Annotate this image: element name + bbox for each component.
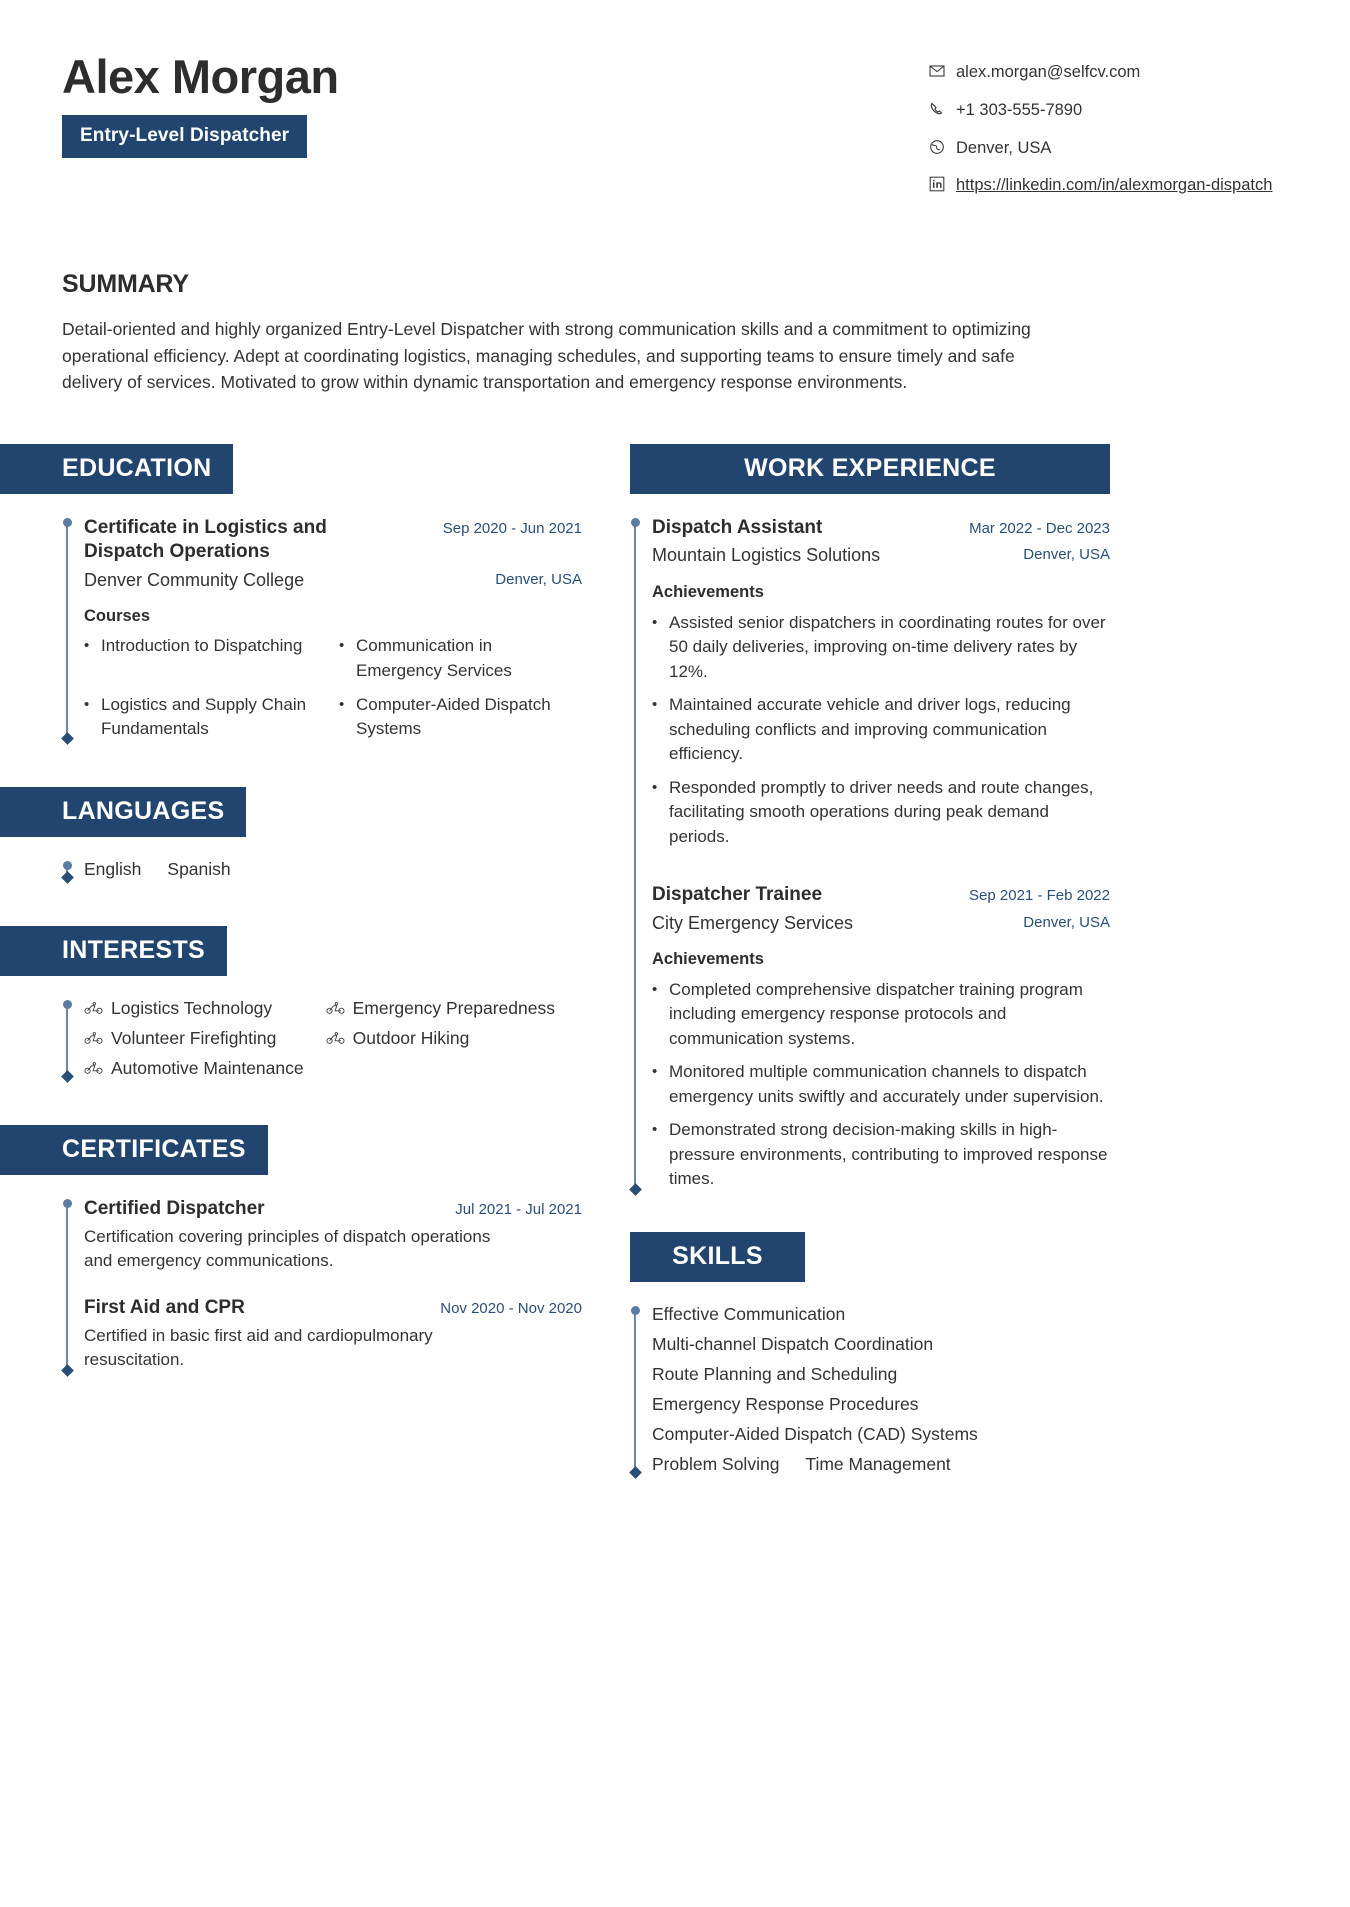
course-item bbox=[84, 693, 327, 741]
work-experience-section bbox=[630, 444, 1110, 1192]
envelope-icon bbox=[928, 62, 946, 80]
spacer bbox=[62, 741, 582, 787]
skill-item: Multi-channel Dispatch Coordination bbox=[652, 1333, 934, 1354]
education-school: Denver Community College bbox=[84, 570, 305, 591]
skill-item: Problem Solving bbox=[652, 1453, 780, 1474]
summary-heading: SUMMARY bbox=[62, 270, 189, 298]
right-column bbox=[630, 444, 1110, 1475]
bullet-dot-icon: • bbox=[652, 980, 658, 998]
work-heading: WORK EXPERIENCE bbox=[630, 444, 1110, 494]
course-item bbox=[339, 693, 582, 741]
certificate-description: Certified in basic first aid and cardiopulmonary resuscitation. bbox=[84, 1325, 433, 1370]
work-achievements-label: Achievements bbox=[652, 582, 764, 601]
candidate-role-badge: Entry-Level Dispatcher bbox=[62, 115, 307, 158]
achievement-item bbox=[652, 776, 1110, 849]
skills-section bbox=[630, 1232, 1110, 1475]
course-label: Logistics and Supply Chain Fundamentals bbox=[101, 694, 307, 738]
course-item bbox=[84, 634, 327, 682]
interests-list bbox=[84, 998, 582, 1079]
bicycle-icon bbox=[84, 1031, 103, 1045]
certificate-title: First Aid and CPR bbox=[84, 1296, 245, 1318]
work-job-title: Dispatch Assistant bbox=[652, 516, 823, 538]
bullet-dot-icon: • bbox=[652, 778, 658, 796]
bicycle-icon bbox=[84, 1061, 103, 1075]
summary-paragraph: Detail-oriented and highly organized Entry-Level Dispatcher with strong communication skills and a commitment to optimizing operational efficiency. Adept at coordinating logistics, managing schedules, and supporting teams to ensure timely and safe delivery of services. Motivated to grow within dynamic transportation and emergency response environments. bbox=[62, 319, 1031, 393]
education-section bbox=[62, 444, 582, 741]
work-achievements-list bbox=[652, 978, 1110, 1192]
education-timeline bbox=[62, 516, 582, 741]
languages-list bbox=[84, 859, 582, 880]
contact-email bbox=[928, 60, 1288, 85]
bullet-dot-icon: • bbox=[84, 637, 90, 655]
certificate-entry bbox=[84, 1296, 582, 1373]
interests-heading: INTERESTS bbox=[0, 926, 227, 976]
contact-list bbox=[928, 48, 1288, 198]
spacer bbox=[62, 1079, 582, 1125]
course-label: Communication in Emergency Services bbox=[356, 636, 512, 680]
achievement-item bbox=[652, 1118, 1110, 1191]
candidate-name: Alex Morgan bbox=[62, 50, 339, 103]
interest-item bbox=[326, 1028, 555, 1049]
bullet-dot-icon: • bbox=[339, 637, 345, 655]
bicycle-icon bbox=[326, 1001, 345, 1015]
achievement-item bbox=[652, 1060, 1110, 1109]
work-entry-top bbox=[652, 516, 1110, 541]
globe-icon bbox=[928, 138, 946, 156]
language-item: Spanish bbox=[167, 858, 231, 879]
linkedin-icon bbox=[928, 175, 946, 193]
left-column bbox=[62, 444, 582, 1373]
contact-phone-text: +1 303-555-7890 bbox=[956, 100, 1083, 119]
skill-item: Emergency Response Procedures bbox=[652, 1393, 919, 1414]
work-sub-row bbox=[652, 908, 1110, 935]
languages-timeline bbox=[62, 859, 582, 880]
interest-item bbox=[84, 1028, 304, 1049]
contact-location-text: Denver, USA bbox=[956, 138, 1052, 157]
interest-item bbox=[84, 1058, 304, 1079]
work-date: Mar 2022 - Dec 2023 bbox=[969, 519, 1110, 537]
certificates-timeline bbox=[62, 1197, 582, 1373]
education-degree: Certificate in Logistics and Dispatch Operations bbox=[84, 516, 327, 563]
work-date: Sep 2021 - Feb 2022 bbox=[969, 886, 1110, 904]
work-sub-row bbox=[652, 540, 1110, 567]
work-location: Denver, USA bbox=[1023, 546, 1110, 564]
achievement-text: Responded promptly to driver needs and route changes, facilitating smooth operations during peak demand periods. bbox=[669, 777, 1094, 846]
education-courses-label: Courses bbox=[84, 607, 151, 626]
achievement-item bbox=[652, 978, 1110, 1051]
certificate-date: Nov 2020 - Nov 2020 bbox=[440, 1299, 582, 1317]
certificate-entry-top bbox=[84, 1296, 582, 1321]
skill-item: Route Planning and Scheduling bbox=[652, 1363, 898, 1384]
certificate-description: Certification covering principles of dispatch operations and emergency communications. bbox=[84, 1226, 491, 1271]
certificate-entry bbox=[84, 1197, 582, 1274]
skill-item: Effective Communication bbox=[652, 1303, 846, 1324]
work-job-title: Dispatcher Trainee bbox=[652, 883, 823, 905]
skills-heading: SKILLS bbox=[630, 1232, 805, 1282]
certificates-heading-wrap bbox=[0, 1125, 582, 1175]
education-location: Denver, USA bbox=[495, 571, 582, 589]
interests-timeline bbox=[62, 998, 582, 1079]
certificate-entry-top bbox=[84, 1197, 582, 1222]
timeline-end-marker bbox=[629, 1466, 642, 1479]
languages-section bbox=[62, 787, 582, 880]
certificates-section bbox=[62, 1125, 582, 1373]
bullet-dot-icon: • bbox=[652, 613, 658, 631]
contact-linkedin-text[interactable]: https://linkedin.com/in/alexmorgan-dispatch bbox=[956, 176, 1273, 195]
achievement-text: Assisted senior dispatchers in coordinating routes for over 50 daily deliveries, improving on-time delivery rates by 12%. bbox=[669, 612, 1106, 681]
skill-row bbox=[652, 1454, 1110, 1475]
bullet-dot-icon: • bbox=[339, 695, 345, 713]
achievement-text: Monitored multiple communication channels to dispatch emergency units swiftly and accurately under supervision. bbox=[669, 1062, 1104, 1106]
interest-label: Logistics Technology bbox=[111, 997, 273, 1018]
timeline-end-marker bbox=[61, 1364, 74, 1377]
skills-list bbox=[652, 1304, 1110, 1475]
work-achievements-label: Achievements bbox=[652, 949, 764, 968]
spacer bbox=[630, 1192, 1110, 1232]
skill-item: Time Management bbox=[805, 1453, 951, 1474]
language-item: English bbox=[84, 858, 142, 879]
interests-section bbox=[62, 926, 582, 1079]
work-heading-wrap bbox=[630, 444, 1110, 494]
education-courses-list bbox=[84, 634, 582, 741]
contact-phone bbox=[928, 98, 1288, 123]
work-timeline bbox=[630, 516, 1110, 1192]
achievement-item bbox=[652, 611, 1110, 684]
work-entry bbox=[652, 516, 1110, 849]
skills-heading-wrap bbox=[630, 1232, 1110, 1282]
bullet-dot-icon: • bbox=[652, 1063, 658, 1081]
work-entry bbox=[652, 883, 1110, 1192]
bullet-dot-icon: • bbox=[652, 696, 658, 714]
achievement-text: Completed comprehensive dispatcher training program including emergency response protocols and communication systems. bbox=[669, 979, 1083, 1048]
achievement-item bbox=[652, 693, 1110, 766]
resume-header bbox=[62, 48, 1288, 198]
contact-location bbox=[928, 136, 1288, 161]
skill-item: Computer-Aided Dispatch (CAD) Systems bbox=[652, 1423, 978, 1444]
summary-section bbox=[62, 270, 1288, 396]
education-heading: EDUCATION bbox=[0, 444, 233, 494]
interest-label: Automotive Maintenance bbox=[111, 1057, 304, 1078]
work-location: Denver, USA bbox=[1023, 913, 1110, 931]
education-entry-top bbox=[84, 516, 582, 565]
bullet-dot-icon: • bbox=[84, 695, 90, 713]
achievement-text: Maintained accurate vehicle and driver logs, reducing scheduling conflicts and improving communication efficiency. bbox=[669, 695, 1071, 764]
education-sub-row bbox=[84, 565, 582, 592]
interests-heading-wrap bbox=[0, 926, 582, 976]
certificates-heading: CERTIFICATES bbox=[0, 1125, 268, 1175]
work-company: Mountain Logistics Solutions bbox=[652, 545, 881, 566]
work-entry-top bbox=[652, 883, 1110, 908]
contact-email-text: alex.morgan@selfcv.com bbox=[956, 63, 1141, 81]
achievement-text: Demonstrated strong decision-making skills in high-pressure environments, contributing to improved response times. bbox=[669, 1120, 1108, 1189]
education-heading-wrap bbox=[0, 444, 582, 494]
skills-timeline bbox=[630, 1304, 1110, 1475]
bicycle-icon bbox=[84, 1001, 103, 1015]
languages-heading-wrap bbox=[0, 787, 582, 837]
work-company: City Emergency Services bbox=[652, 912, 854, 933]
interest-label: Outdoor Hiking bbox=[352, 1027, 470, 1048]
course-label: Computer-Aided Dispatch Systems bbox=[356, 694, 551, 738]
languages-heading: LANGUAGES bbox=[0, 787, 246, 837]
work-achievements-list bbox=[652, 611, 1110, 849]
interest-item bbox=[84, 998, 304, 1019]
certificate-title: Certified Dispatcher bbox=[84, 1197, 265, 1219]
course-item bbox=[339, 634, 582, 682]
course-label: Introduction to Dispatching bbox=[101, 636, 303, 656]
interest-label: Emergency Preparedness bbox=[352, 997, 555, 1018]
certificate-date: Jul 2021 - Jul 2021 bbox=[455, 1200, 582, 1218]
interest-item bbox=[326, 998, 555, 1019]
spacer bbox=[62, 880, 582, 926]
education-date: Sep 2020 - Jun 2021 bbox=[442, 519, 582, 537]
bicycle-icon bbox=[326, 1031, 345, 1045]
contact-linkedin[interactable] bbox=[928, 173, 1288, 198]
interest-label: Volunteer Firefighting bbox=[111, 1027, 277, 1048]
bullet-dot-icon: • bbox=[652, 1121, 658, 1139]
education-entry bbox=[84, 516, 582, 741]
header-identity bbox=[62, 48, 339, 158]
phone-icon bbox=[928, 100, 946, 118]
body-columns bbox=[62, 444, 1288, 1475]
